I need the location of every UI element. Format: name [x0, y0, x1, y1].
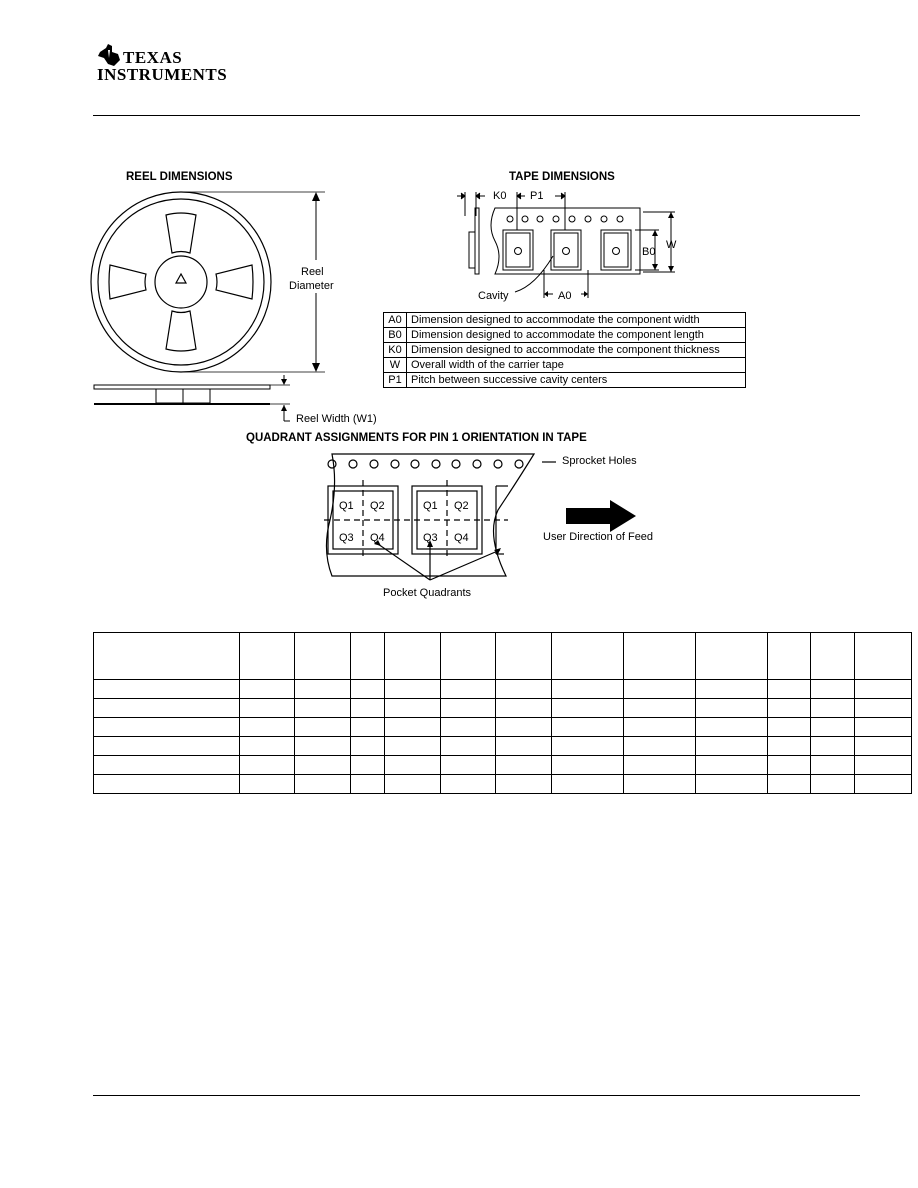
tape-reel-data-table: [93, 632, 912, 794]
k0-label: K0: [493, 190, 507, 202]
table-row: [94, 775, 912, 794]
b0-label: B0: [642, 246, 656, 258]
definition-code: W: [384, 358, 407, 373]
definition-text: Dimension designed to accommodate the component thickness: [407, 343, 746, 358]
sprocket-holes-label: Sprocket Holes: [562, 455, 637, 467]
definition-text: Dimension designed to accommodate the component length: [407, 328, 746, 343]
logo-line-2: INSTRUMENTS: [97, 65, 228, 84]
a0-label: A0: [558, 290, 572, 302]
reel-dimensions-title: REEL DIMENSIONS: [126, 171, 233, 183]
logo-line-1: TEXAS: [123, 48, 183, 67]
q4-label: Q4: [370, 532, 385, 544]
table-row: [94, 680, 912, 699]
definition-code: B0: [384, 328, 407, 343]
quadrant-diagram: [318, 450, 648, 600]
table-row: [94, 756, 912, 775]
definition-code: K0: [384, 343, 407, 358]
feed-direction-label: User Direction of Feed: [543, 531, 654, 543]
cavity-label: Cavity: [478, 290, 509, 302]
quadrant-title: QUADRANT ASSIGNMENTS FOR PIN 1 ORIENTATION IN TAPE: [246, 432, 587, 444]
footer-rule: [93, 1095, 860, 1096]
pocket-quadrants-label: Pocket Quadrants: [383, 587, 472, 599]
table-row: [94, 737, 912, 756]
reel-diagram: [90, 185, 430, 435]
q3-label: Q3: [423, 532, 438, 544]
definition-row: [384, 313, 746, 328]
definition-code: A0: [384, 313, 407, 328]
header-rule: [93, 115, 860, 116]
reel-diameter-label-2: Diameter: [289, 280, 334, 292]
table-row: [94, 699, 912, 718]
definition-row: [384, 358, 746, 373]
definition-text: Overall width of the carrier tape: [407, 358, 746, 373]
definition-code: P1: [384, 373, 407, 388]
q2-label: Q2: [454, 500, 469, 512]
p1-label: P1: [530, 190, 544, 202]
reel-diameter-label-1: Reel: [301, 266, 324, 278]
table-row: [94, 718, 912, 737]
definition-row: [384, 328, 746, 343]
definition-text: Dimension designed to accommodate the component width: [407, 313, 746, 328]
reel-width-label: Reel Width (W1): [296, 413, 377, 425]
q1-label: Q1: [339, 500, 354, 512]
table-header-row: [94, 633, 912, 680]
definition-text: Pitch between successive cavity centers: [407, 373, 746, 388]
tape-dimensions-title: TAPE DIMENSIONS: [509, 171, 615, 183]
q1-label: Q1: [423, 500, 438, 512]
definition-row: [384, 343, 746, 358]
tape-definitions-table: [383, 312, 746, 388]
w-label: W: [666, 239, 677, 251]
definition-row: [384, 373, 746, 388]
q3-label: Q3: [339, 532, 354, 544]
q2-label: Q2: [370, 500, 385, 512]
q4-label: Q4: [454, 532, 469, 544]
